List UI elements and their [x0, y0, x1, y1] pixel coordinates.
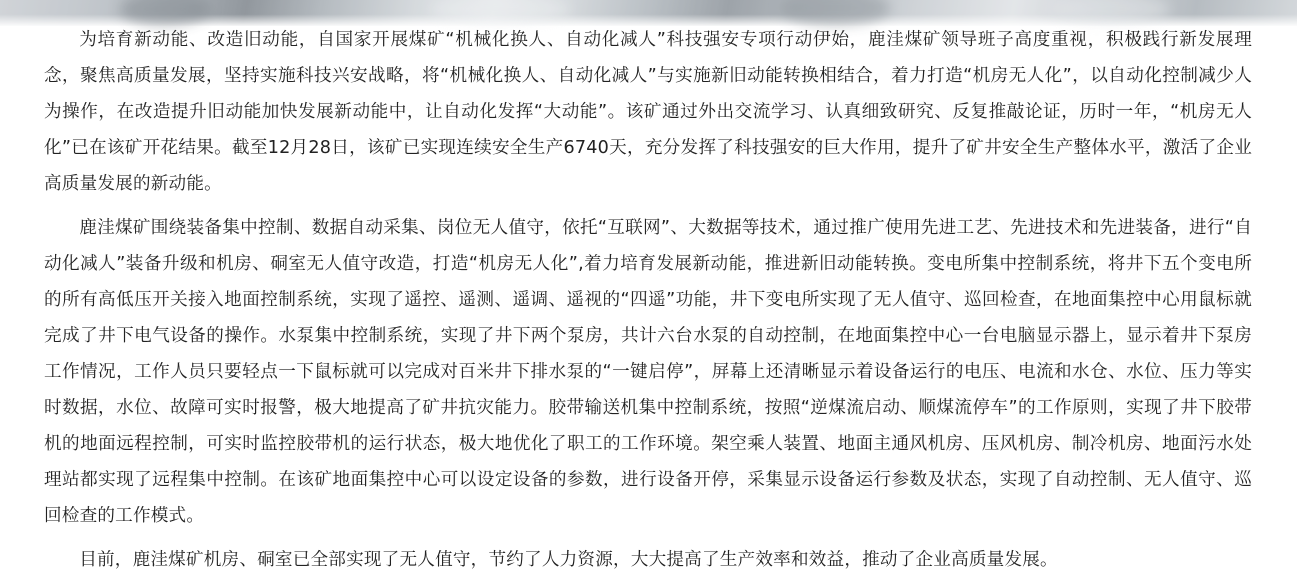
article-body [44, 22, 1252, 574]
article-paragraph: 为培育新动能、改造旧动能，自国家开展煤矿“机械化换人、自动化减人”科技强安专项行动伊始，鹿洼煤矿领导班子高度重视，积极践行新发展理念，聚焦高质量发展，坚持实施科技兴安战略，将“机械化换人、自动化减人”与实施新旧动能转换相结合，着力打造“机房无人化”，以自动化控制减少人为操作，在改造提升旧动能加快发展新动能中，让自动化发挥“大动能”。该矿通过外出交流学习、认真细致研究、反复推敲论证，历时一年，“机房无人化”已在该矿开花结果。截至12月28日，该矿已实现连续安全生产6740天，充分发挥了科技强安的巨大作用，提升了矿井安全生产整体水平，激活了企业高质量发展的新动能。 [44, 30, 1252, 194]
article-paragraph: 目前，鹿洼煤矿机房、硐室已全部实现了无人值守，节约了人力资源，大大提高了生产效率和效益，推动了企业高质量发展。 [79, 550, 1058, 570]
article-paragraph: 鹿洼煤矿围绕装备集中控制、数据自动采集、岗位无人值守，依托“互联网”、大数据等技术，通过推广使用先进工艺、先进技术和先进装备，进行“自动化减人”装备升级和机房、硐室无人值守改造，打造“机房无人化”,着力培育发展新动能，推进新旧动能转换。变电所集中控制系统，将井下五个变电所的所有高低压开关接入地面控制系统，实现了遥控、遥测、遥调、遥视的“四遥”功能，井下变电所实现了无人值守、巡回检查，在地面集控中心用鼠标就完成了井下电气设备的操作。水泵集中控制系统，实现了井下两个泵房，共计六台水泵的自动控制，在地面集控中心一台电脑显示器上，显示着井下泵房工作情况，工作人员只要轻点一下鼠标就可以完成对百米井下排水泵的“一键启停”，屏幕上还清晰显示着设备运行的电压、电流和水仓、水位、压力等实时数据，水位、故障可实时报警，极大地提高了矿井抗灾能力。胶带输送机集中控制系统，按照“逆煤流启动、顺煤流停车”的工作原则，实现了井下胶带机的地面远程控制，可实时监控胶带机的运行状态，极大地优化了职工的工作环境。架空乘人装置、地面主通风机房、压风机房、制冷机房、地面污水处理站都实现了远程集中控制。在该矿地面集控中心可以设定设备的参数，进行设备开停，采集显示设备运行参数及状态，实现了自动控制、无人值守、巡回检查的工作模式。 [44, 218, 1252, 526]
banner-blur-shape [1050, 0, 1170, 24]
banner-blur-shape [430, 0, 570, 24]
